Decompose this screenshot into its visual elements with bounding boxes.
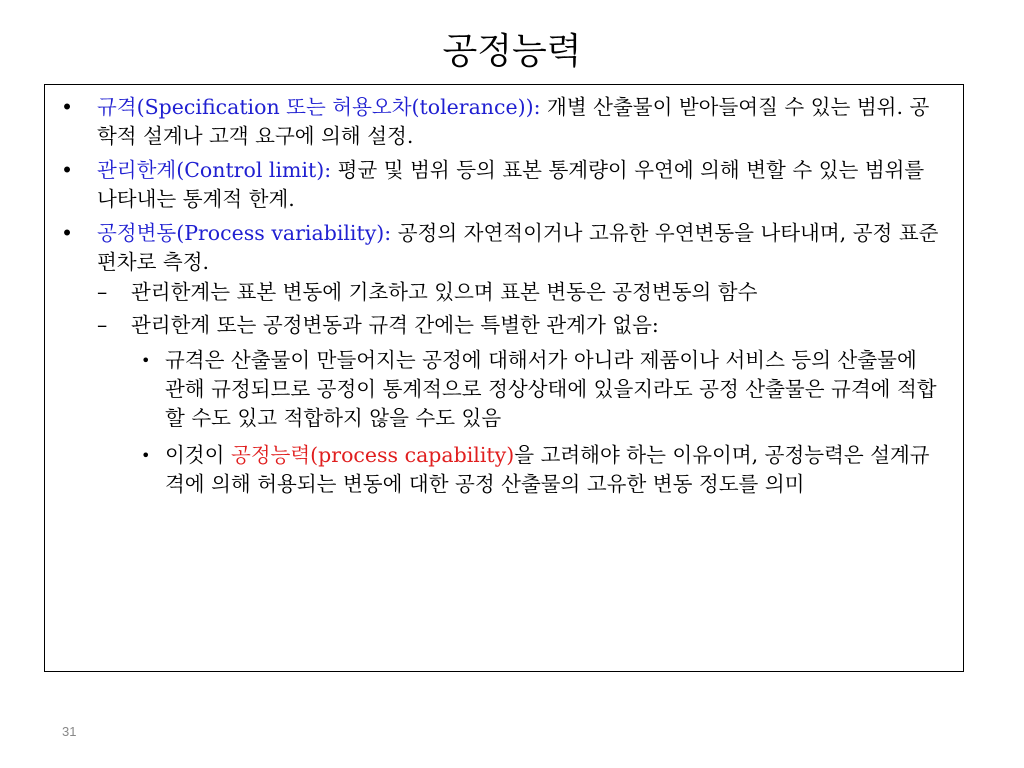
- bullet-glyph: •: [61, 221, 74, 245]
- bullet-list: [59, 93, 941, 499]
- slide-title: 공정능력: [442, 31, 582, 72]
- bullet-glyph: •: [141, 446, 151, 465]
- definition-process-variability: 공정의 자연적이거나 고유한 우연변동을 나타내며, 공정 표준편차로 측정.: [97, 221, 939, 274]
- sub-bullet-item: [97, 311, 941, 499]
- nested-bullet-item: [99, 441, 941, 499]
- dash-glyph: –: [97, 280, 108, 304]
- term-process-variability: 공정변동(Process variability):: [97, 221, 392, 245]
- dash-glyph: –: [97, 313, 108, 337]
- sub-bullet-list: [97, 278, 941, 499]
- nested-bullet-list: [99, 346, 941, 499]
- slide-number: 31: [62, 724, 77, 739]
- bullet-glyph: •: [141, 351, 151, 370]
- sub-bullet-text: 관리한계는 표본 변동에 기초하고 있으며 표본 변동은 공정변동의 함수: [131, 280, 758, 304]
- bullet-item-control-limit: [59, 156, 941, 214]
- definition-control-limit: 평균 및 범위 등의 표본 통계량이 우연에 의해 변할 수 있는 범위를 나타내는 통계적 한계.: [97, 158, 925, 211]
- bullet-glyph: •: [61, 158, 74, 182]
- nested-bullet-text-before: 이것이: [165, 443, 231, 467]
- term-control-limit: 관리한계(Control limit):: [97, 158, 332, 182]
- highlight-process-capability: 공정능력(process capability): [230, 443, 515, 467]
- bullet-glyph: •: [61, 95, 74, 119]
- bullet-item-specification: [59, 93, 941, 151]
- bullet-item-process-variability: [59, 219, 941, 499]
- sub-bullet-text: 관리한계 또는 공정변동과 규격 간에는 특별한 관계가 없음:: [131, 313, 659, 337]
- definition-specification: 개별 산출물이 받아들여질 수 있는 범위. 공학적 설계나 고객 요구에 의해 설정.: [97, 95, 930, 148]
- term-specification: 규격(Specification 또는 허용오차(tolerance)):: [97, 95, 541, 119]
- nested-bullet-text-after: 을 고려해야 하는 이유이며, 공정능력은 설계규격에 의해 허용되는 변동에 대한 공정 산출물의 고유한 변동 정도를 의미: [165, 443, 930, 496]
- content-box: [44, 84, 964, 672]
- nested-bullet-text: 규격은 산출물이 만들어지는 공정에 대해서가 아니라 제품이나 서비스 등의 산출물에 관해 규정되므로 공정이 통계적으로 정상상태에 있을지라도 공정 산출물은 규격에 적합할 수도 있고 적합하지 않을 수도 있음: [165, 348, 937, 430]
- nested-bullet-item: [99, 346, 941, 433]
- sub-bullet-item: [97, 278, 941, 307]
